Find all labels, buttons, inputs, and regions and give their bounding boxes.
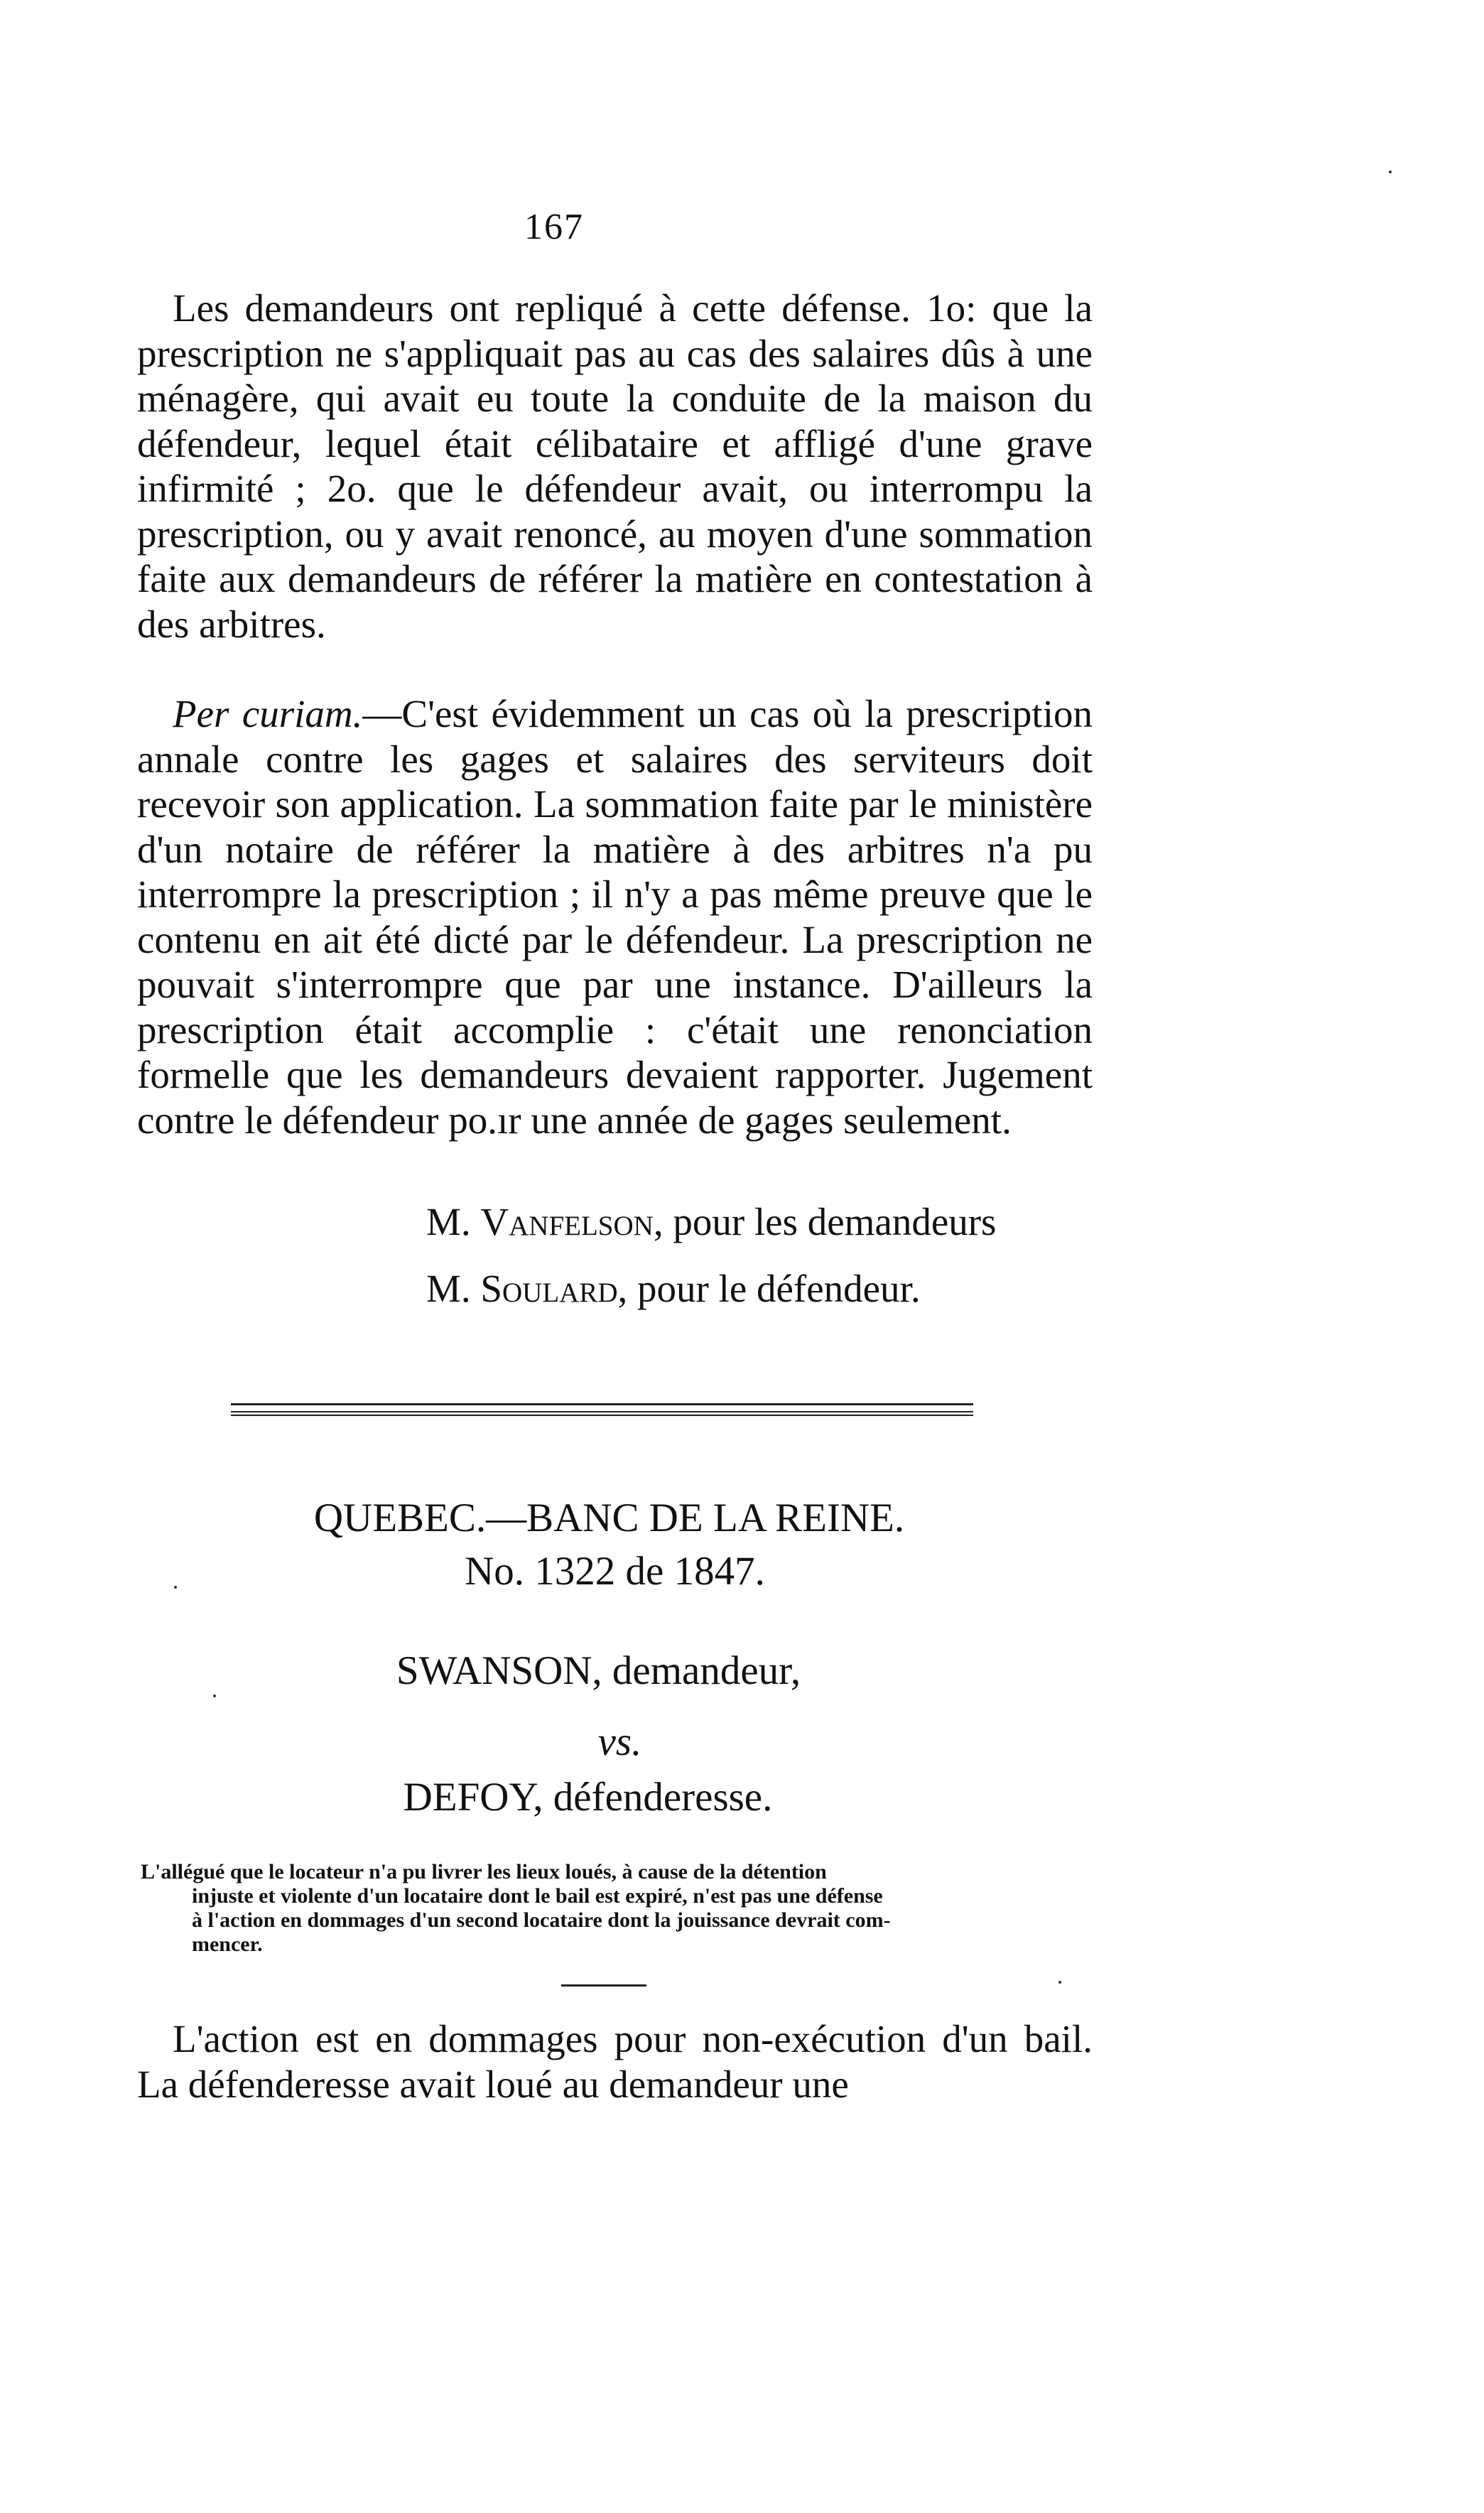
counsel-role: , pour les demandeurs [653,1200,997,1243]
print-speck [213,1695,216,1697]
per-curiam-label: Per curiam. [173,692,363,735]
headnote-line: mencer. [192,1933,263,1956]
defendant-line: DEFOY, défenderesse. [403,1775,773,1820]
counsel-prefix: M. [426,1267,481,1310]
counsel-name: Soulard [480,1267,618,1310]
versus-label: vs. [597,1719,642,1764]
paragraph-text: Les demandeurs ont repliqué à cette défense. 1o: que la prescription ne s'appliquait pas au cas des salaires dûs à une ménagère, qui avait eu toute la conduite de la maison du défendeur, lequel était célibataire et affligé d'une grave infirmité ; 2o. que le défendeur avait, ou interrompu la prescription, ou y avait renoncé, au moyen d'une sommation faite aux demandeurs de référer la matière en contestation à des arbitres. [137,286,1093,646]
print-speck [1389,171,1392,173]
page-number: 167 [524,207,584,247]
print-speck [1058,1981,1061,1984]
paragraph-text: L'action est en dommages pour non-exécution d'un bail. La défenderesse avait loué au demandeur une [137,2017,1093,2106]
headnote-line: à l'action en dommages d'un second locataire dont la jouissance devrait com- [192,1908,891,1932]
paragraph-action [137,2016,1093,2107]
section-divider [231,1403,973,1412]
headnote-line: injuste et violente d'un locataire dont le bail est expiré, n'est pas une défense [192,1884,883,1908]
headnote-line: L'allégué que le locateur n'a pu livrer les lieux loués, à cause de la détention [141,1860,827,1884]
paragraph-text [137,691,1093,1142]
court-title: QUEBEC.—BANC DE LA REINE. [313,1496,905,1540]
print-speck [174,1586,177,1589]
counsel-defendant [426,1268,921,1310]
case-number: No. 1322 de 1847. [465,1549,765,1594]
counsel-role: , pour le défendeur. [617,1267,921,1310]
paragraph-plaintiffs-reply [137,286,1093,647]
short-divider [561,1984,646,1987]
counsel-plaintiffs [426,1201,996,1243]
headnote [141,1860,1093,1957]
judgment-text: —C'est évidemment un cas où la prescription annale contre les gages et salaires des serviteurs doit recevoir son application. La sommation faite par le ministère d'un notaire de référer la matière à des arbitres n'a pu interrompre la prescription ; il n'y a pas même preuve que le contenu en ait été dicté par le défendeur. La prescription ne pouvait s'interrompre que par une instance. D'ailleurs la prescription était accomplie : c'était une renonciation formelle que les demandeurs devaient rapporter. Jugement contre le défendeur po.ır une année de gages seulement. [137,692,1093,1142]
section-divider-thin [231,1415,973,1418]
counsel-prefix: M. [426,1200,481,1243]
plaintiff-line: SWANSON, demandeur, [396,1648,801,1693]
counsel-name: Vanfelson [480,1200,654,1243]
paragraph-per-curiam [137,691,1093,1142]
